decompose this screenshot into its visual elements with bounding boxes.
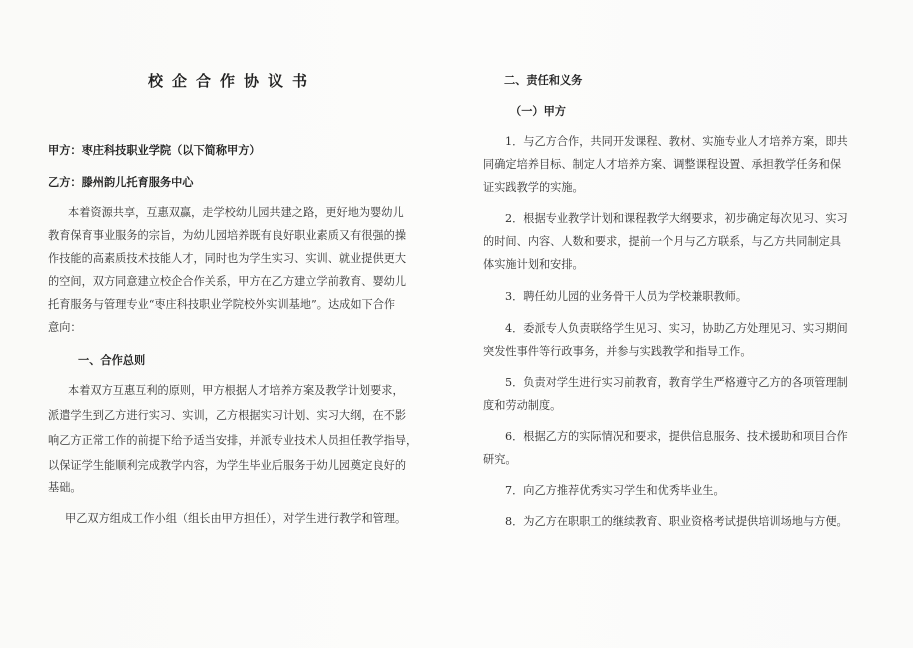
section-2-heading: 二、责任和义务 bbox=[504, 73, 583, 87]
item-2-line-3: 体实施计划和安排。 bbox=[483, 258, 584, 271]
item-8: 8．为乙方在职职工的继续教育、职业资格考试提供培训场地与方便。 bbox=[505, 515, 848, 528]
item-2-line-1: 2．根据专业教学计划和课程教学大纲要求，初步确定每次见习、实习 bbox=[505, 212, 848, 225]
intro-line-4: 的空间，双方同意建立校企合作关系，甲方在乙方建立学前教育、婴幼儿 bbox=[48, 275, 407, 288]
intro-line-5: 托育服务与管理专业“枣庄科技职业学院校外实训基地”。达成如下合作 bbox=[48, 298, 396, 311]
section-1-para-1-line-3: 响乙方正常工作的前提下给予适当安排，并派专业技术人员担任教学指导， bbox=[48, 434, 418, 447]
intro-line-6: 意向： bbox=[48, 321, 82, 334]
section-2-sub-heading: （一）甲方 bbox=[510, 104, 566, 118]
intro-line-3: 作技能的高素质技术技能人才，同时也为学生实习、实训、就业提供更大 bbox=[48, 252, 407, 265]
item-1-line-3: 证实践教学的实施。 bbox=[483, 181, 584, 194]
item-1-line-2: 同确定培养目标、制定人才培养方案、调整课程设置、承担教学任务和保 bbox=[483, 158, 842, 171]
item-1-line-1: 1．与乙方合作，共同开发课程、教材、实施专业人才培养方案，即共 bbox=[505, 135, 848, 148]
document-title: 校企合作协议书 bbox=[148, 72, 317, 90]
intro-line-1: 本着资源共享，互惠双赢，走学校幼儿园共建之路，更好地为婴幼儿 bbox=[68, 206, 404, 219]
section-1-heading: 一、合作总则 bbox=[78, 353, 146, 367]
section-1-para-1-line-2: 派遣学生到乙方进行实习、实训，乙方根据实习计划、实习大纲，在不影 bbox=[48, 409, 407, 422]
intro-line-2: 教育保育事业服务的宗旨，为幼儿园培养既有良好职业素质又有很强的操 bbox=[48, 229, 407, 242]
section-1-para-2: 甲乙双方组成工作小组（组长由甲方担任），对学生进行教学和管理。 bbox=[65, 512, 407, 525]
item-6-line-1: 6．根据乙方的实际情况和要求，提供信息服务、技术援助和项目合作 bbox=[505, 430, 848, 443]
item-5-line-2: 度和劳动制度。 bbox=[483, 399, 562, 412]
item-5-line-1: 5．负责对学生进行实习前教育，教育学生严格遵守乙方的各项管理制 bbox=[505, 376, 848, 389]
party-b: 乙方：滕州韵儿托育服务中心 bbox=[48, 175, 194, 189]
item-3: 3．聘任幼儿园的业务骨干人员为学校兼职教师。 bbox=[505, 290, 748, 303]
item-7: 7．向乙方推荐优秀实习学生和优秀毕业生。 bbox=[505, 484, 725, 497]
item-6-line-2: 研究。 bbox=[483, 453, 517, 466]
item-4-line-1: 4．委派专人负责联络学生见习、实习，协助乙方处理见习、实习期间 bbox=[505, 322, 848, 335]
section-1-para-1-line-5: 基础。 bbox=[48, 481, 82, 494]
section-1-para-1-line-4: 以保证学生能顺利完成教学内容，为学生毕业后服务于幼儿园奠定良好的 bbox=[48, 459, 407, 472]
item-4-line-2: 突发性事件等行政事务，并参与实践教学和指导工作。 bbox=[483, 345, 752, 358]
party-a: 甲方：枣庄科技职业学院（以下简称甲方） bbox=[48, 143, 261, 157]
item-2-line-2: 的时间、内容、人数和要求，提前一个月与乙方联系，与乙方共同制定具 bbox=[483, 235, 842, 248]
section-1-para-1-line-1: 本着双方互惠互利的原则，甲方根据人才培养方案及教学计划要求， bbox=[68, 384, 404, 397]
